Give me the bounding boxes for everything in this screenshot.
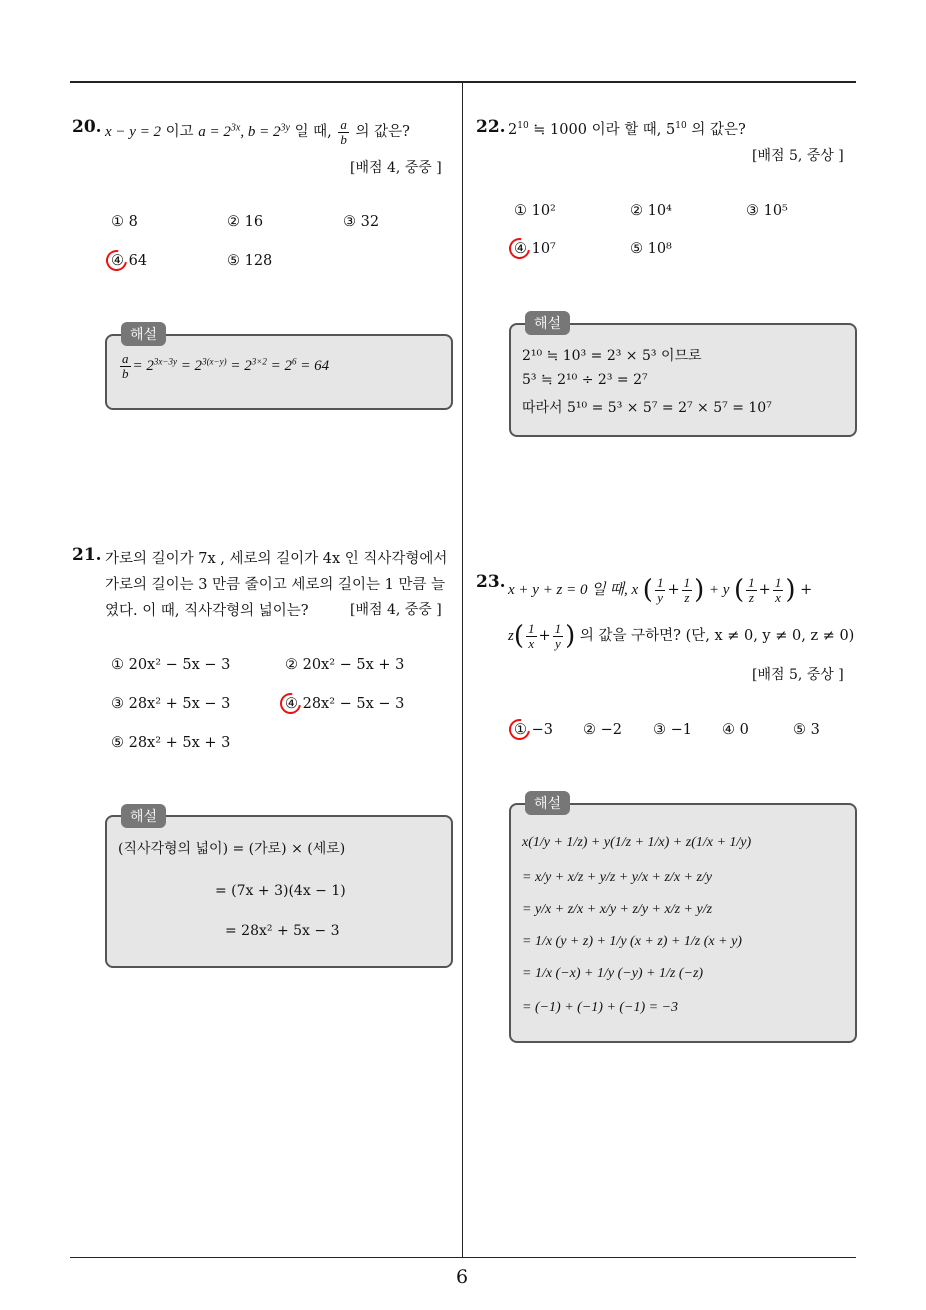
q23-option-4[interactable]: ④ 0 [722, 722, 749, 738]
q22-option-1[interactable]: ① 10² [514, 203, 556, 219]
q21-line-3: 였다. 이 때, 직사각형의 넓이는? [105, 603, 309, 619]
q20-text-a: x − y = 2 [105, 124, 162, 141]
q20-fraction: $\frac{a}{b}$ [340, 117, 347, 147]
q20-number: 20. [72, 117, 102, 137]
q23-solution-line-4: = 1/x (y + z) + 1/y (x + z) + 1/z (x + y) [522, 934, 742, 949]
q20-question [105, 118, 410, 146]
q21-line-2: 가로의 길이는 3 만큼 줄이고 세로의 길이는 1 만큼 늘 [105, 577, 446, 593]
q20-text-f: 의 값은? [355, 124, 410, 141]
q22-solution-line-1: 2¹⁰ ≒ 10³ = 2³ × 5³ 이므로 [522, 348, 702, 364]
q20-score: [배점 4, 중중 ] [350, 160, 442, 176]
q21-score: [배점 4, 중중 ] [350, 602, 442, 618]
q23-number: 23. [476, 572, 506, 592]
q21-solution-line-1: (직사각형의 넓이) = (가로) × (세로) [118, 841, 346, 857]
q22-option-4[interactable]: ④ 10⁷ [514, 241, 556, 257]
q22-score: [배점 5, 중상 ] [752, 148, 844, 164]
q23-score: [배점 5, 중상 ] [752, 667, 844, 683]
q22-solution-tag: 해설 [525, 311, 570, 335]
q23-line-2: z( $\frac{1}{x}$ + $\frac{1}{y}$ ) 의 값을 구하면? (단, x ≠ 0, y ≠ 0, z ≠ 0) [508, 620, 855, 651]
q20-exp-d: 3y [280, 122, 290, 134]
q20-text-e: 일 때, [294, 124, 332, 141]
q21-solution-line-2: = (7x + 3)(4x − 1) [215, 883, 346, 899]
page-number: 6 [456, 1266, 469, 1288]
q20-option-2[interactable]: ② 16 [227, 214, 264, 230]
q20-option-4[interactable]: ④ 64 [111, 253, 148, 269]
q22-option-5[interactable]: ⑤ 10⁸ [630, 241, 672, 257]
q20-text-b: 이고 [165, 124, 194, 141]
q23-option-2[interactable]: ② −2 [583, 722, 622, 738]
q20-text-d: , b = 2 [240, 124, 281, 141]
q22-option-3[interactable]: ③ 10⁵ [746, 203, 788, 219]
q22-option-2[interactable]: ② 10⁴ [630, 203, 672, 219]
q23-option-3[interactable]: ③ −1 [653, 722, 692, 738]
q20-text-c: a = 2 [198, 124, 231, 141]
q22-question: $2^{10}$ ≒ 1000 이라 할 때, $5^{10}$ 의 값은? [508, 121, 746, 138]
q20-answer-mark [102, 246, 131, 275]
q20-exp-c: 3x [230, 122, 241, 134]
center-divider [462, 82, 463, 1258]
q20-solution-tag: 해설 [121, 322, 166, 346]
q23-option-5[interactable]: ⑤ 3 [793, 722, 820, 738]
q21-option-2[interactable]: ② 20x² − 5x + 3 [285, 657, 405, 673]
q21-option-4[interactable]: ④ 28x² − 5x − 3 [285, 696, 405, 712]
q22-solution-line-3: 따라서 5¹⁰ = 5³ × 5⁷ = 2⁷ × 5⁷ = 10⁷ [522, 400, 772, 416]
q23-solution-line-3: = y/x + z/x + x/y + z/y + x/z + y/z [522, 902, 713, 917]
q23-line-1: x + y + z = 0 일 때, x ( $\frac{1}{y}$ + $\frac{1}{z}$ ) + y ( $\frac{1}{z}$ + $\frac{1}{x}$ ) + [508, 574, 813, 605]
q21-answer-mark [276, 689, 305, 718]
q20-solution-line: $\frac{a}{b}$ = $2^{3x-3y} = 2^{3(x-y)} = 2^{3\times 2} = 2^6 = 64$ [122, 351, 330, 381]
q23-answer-mark [505, 715, 534, 744]
q23-solution-line-5: = 1/x (−x) + 1/y (−y) + 1/z (−z) [522, 966, 704, 981]
q21-option-3[interactable]: ③ 28x² + 5x − 3 [111, 696, 231, 712]
q23-solution-line-2: = x/y + x/z + y/z + y/x + z/x + z/y [522, 870, 713, 885]
q21-line-1: 가로의 길이가 7x , 세로의 길이가 4x 인 직사각형에서 [105, 551, 448, 567]
q22-solution-line-2: 5³ ≒ 2¹⁰ ÷ 2³ = 2⁷ [522, 372, 648, 388]
top-rule [70, 81, 856, 83]
q20-option-1[interactable]: ① 8 [111, 214, 138, 230]
q20-sol-fraction: $\frac{a}{b}$ [122, 351, 129, 381]
q23-solution-tag: 해설 [525, 791, 570, 815]
q21-option-5[interactable]: ⑤ 28x² + 5x + 3 [111, 735, 231, 751]
q21-number: 21. [72, 545, 102, 565]
q20-option-3[interactable]: ③ 32 [343, 214, 380, 230]
q23-solution-line-6: = (−1) + (−1) + (−1) = −3 [522, 1000, 679, 1015]
q23-option-1[interactable]: ① −3 [514, 722, 553, 738]
q22-number: 22. [476, 117, 506, 137]
q20-option-5[interactable]: ⑤ 128 [227, 253, 273, 269]
q22-answer-mark [505, 234, 534, 263]
q21-solution-tag: 해설 [121, 804, 166, 828]
q21-solution-line-3: = 28x² + 5x − 3 [225, 923, 340, 939]
q23-solution-line-1: x(1/y + 1/z) + y(1/z + 1/x) + z(1/x + 1/y) [522, 835, 752, 850]
bottom-rule [70, 1257, 856, 1258]
q21-option-1[interactable]: ① 20x² − 5x − 3 [111, 657, 231, 673]
